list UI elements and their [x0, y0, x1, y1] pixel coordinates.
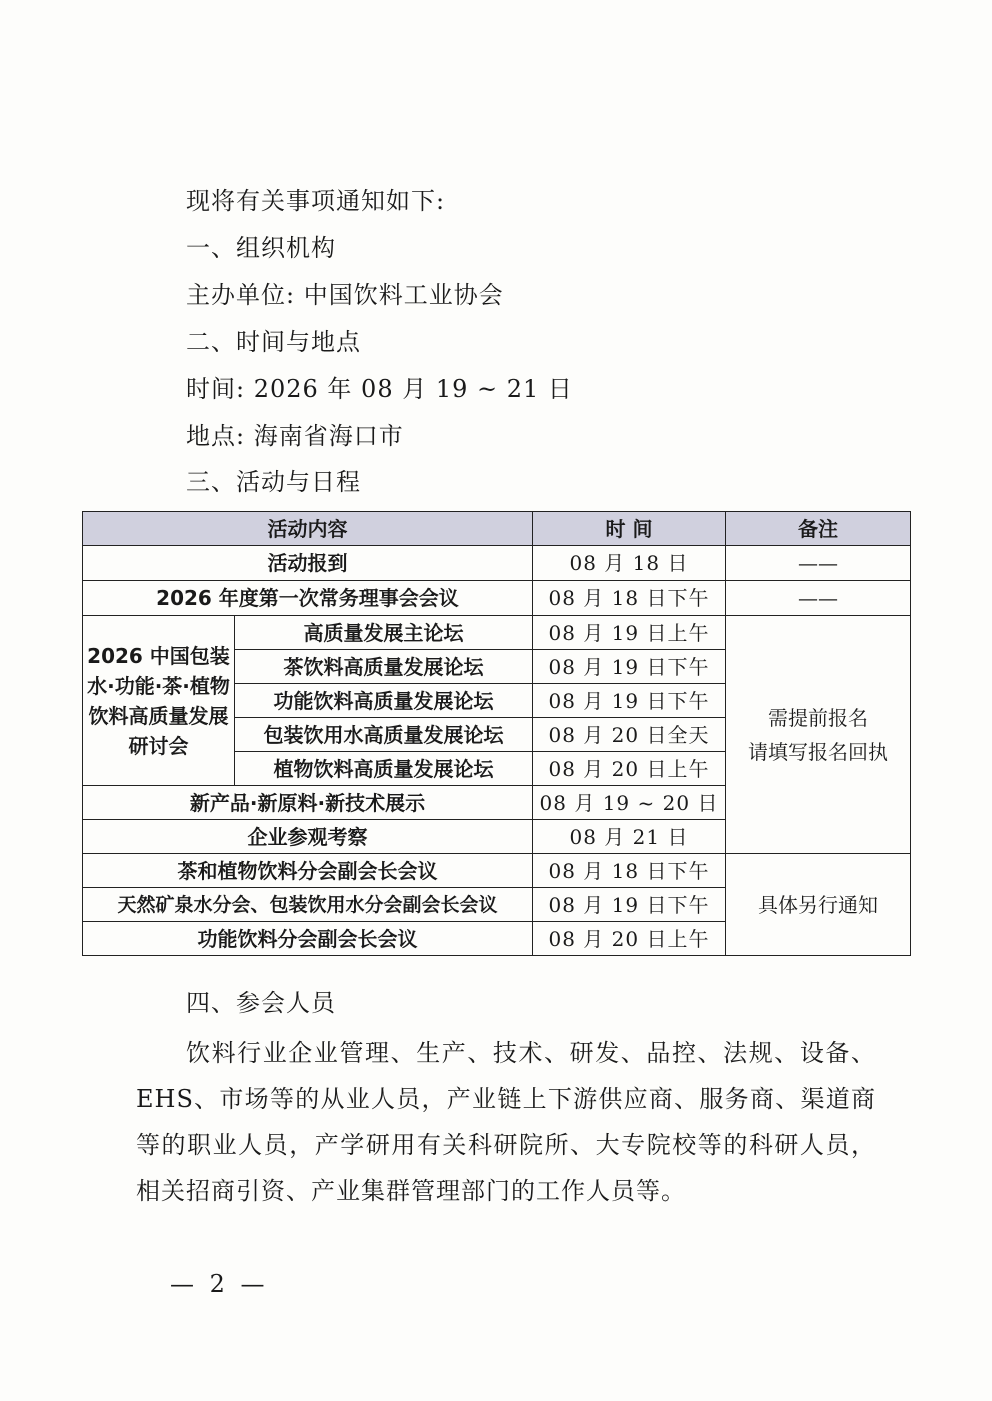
- row-content: 2026 年度第一次常务理事会会议: [83, 581, 533, 616]
- attendees-paragraph: 饮料行业企业管理、生产、技术、研发、品控、法规、设备、EHS、市场等的从业人员，产业链上下游供应商、服务商、渠道商等的职业人员，产学研用有关科研院所、大专院校等的科研人员，相关招商引资、产业集群管理部门的工作人员等。: [136, 1039, 876, 1205]
- expo-time: 08 月 19 ~ 20 日: [533, 786, 726, 820]
- meeting-content: 功能饮料分会副会长会议: [83, 922, 533, 956]
- section-3-title: 三、活动与日程: [186, 468, 361, 496]
- meeting-content: 茶和植物饮料分会副会长会议: [83, 854, 533, 888]
- symposium-label: 2026 中国包装水·功能·茶·植物饮料高质量发展研讨会: [83, 616, 235, 786]
- note-register: 需提前报名 请填写报名回执: [726, 616, 911, 854]
- row-content: 活动报到: [83, 546, 533, 581]
- event-place: 地点: 海南省海口市: [186, 422, 404, 450]
- schedule-table: [82, 511, 911, 956]
- table-row: [83, 581, 911, 616]
- section-4-title: 四、参会人员: [186, 989, 336, 1017]
- forum-time: 08 月 20 日全天: [533, 718, 726, 752]
- event-time: 时间: 2026 年 08 月 19 ~ 21 日: [186, 375, 573, 403]
- forum-content: 高质量发展主论坛: [235, 616, 533, 650]
- meeting-content: 天然矿泉水分会、包装饮用水分会副会长会议: [83, 888, 533, 922]
- visit-time: 08 月 21 日: [533, 820, 726, 854]
- header-content: 活动内容: [83, 512, 533, 546]
- row-note: ——: [726, 581, 911, 616]
- forum-time: 08 月 19 日下午: [533, 684, 726, 718]
- forum-content: 茶饮料高质量发展论坛: [235, 650, 533, 684]
- table-row: [83, 546, 911, 581]
- section-1-title: 一、组织机构: [186, 234, 336, 262]
- visit-content: 企业参观考察: [83, 820, 533, 854]
- row-time: 08 月 18 日: [533, 546, 726, 581]
- header-note: 备注: [726, 512, 911, 546]
- forum-time: 08 月 19 日下午: [533, 650, 726, 684]
- forum-content: 功能饮料高质量发展论坛: [235, 684, 533, 718]
- intro-text: 现将有关事项通知如下:: [186, 187, 446, 215]
- meeting-time: 08 月 18 日下午: [533, 854, 726, 888]
- note-notice: 具体另行通知: [726, 854, 911, 956]
- forum-content: 植物饮料高质量发展论坛: [235, 752, 533, 786]
- row-note: ——: [726, 546, 911, 581]
- header-time: 时 间: [533, 512, 726, 546]
- meeting-time: 08 月 19 日下午: [533, 888, 726, 922]
- page-number: — 2 —: [170, 1270, 269, 1298]
- forum-time: 08 月 20 日上午: [533, 752, 726, 786]
- table-row: [83, 616, 911, 650]
- meeting-time: 08 月 20 日上午: [533, 922, 726, 956]
- section-2-title: 二、时间与地点: [186, 328, 361, 356]
- table-header-row: [83, 512, 911, 546]
- forum-content: 包装饮用水高质量发展论坛: [235, 718, 533, 752]
- host-organization: 主办单位: 中国饮料工业协会: [186, 281, 504, 309]
- row-time: 08 月 18 日下午: [533, 581, 726, 616]
- forum-time: 08 月 19 日上午: [533, 616, 726, 650]
- expo-content: 新产品·新原料·新技术展示: [83, 786, 533, 820]
- table-row: [83, 854, 911, 888]
